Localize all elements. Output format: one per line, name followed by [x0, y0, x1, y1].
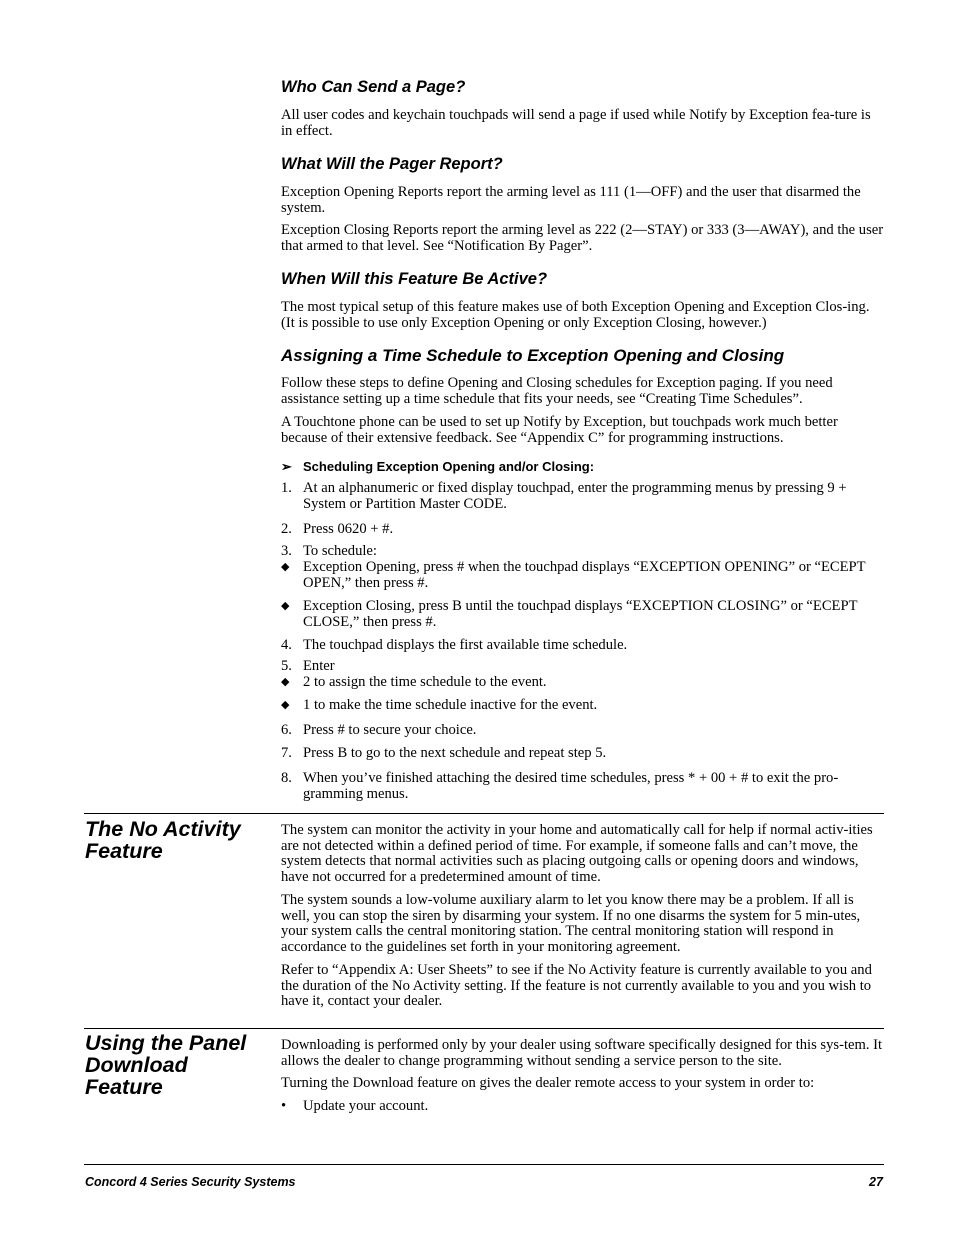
step-text: At an alphanumeric or fixed display touchpad, enter the programming menus by pressing 9 + System or Partition Master CODE.	[303, 480, 847, 512]
paragraph: A Touchtone phone can be used to set up Notify by Exception, but touchpads work much better because of their extensive feedback. See “Appendix C” for programming instructions.	[281, 414, 838, 446]
step-item	[281, 659, 885, 675]
step-text: Enter	[303, 658, 335, 674]
bullet-text: Update your account.	[303, 1098, 429, 1114]
step-item	[281, 481, 885, 512]
step-text: Press B to go to the next schedule and repeat step 5.	[303, 745, 607, 761]
step-number: 7.	[281, 745, 292, 761]
step-number: 2.	[281, 521, 292, 537]
step-text: To schedule:	[303, 543, 377, 559]
paragraph: All user codes and keychain touchpads will send a page if used while Notify by Exception fea-ture is in effect.	[281, 107, 871, 139]
section-heading-feature-active: When Will this Feature Be Active?	[281, 270, 548, 288]
step-number: 1.	[281, 480, 292, 496]
paragraph: Downloading is performed only by your dealer using software specifically designed for this sys-tem. It allows the dealer to change programming without sending a service person to the site.	[281, 1037, 883, 1069]
step-item	[281, 544, 885, 560]
footer-divider	[84, 1164, 884, 1165]
step-item	[281, 746, 885, 762]
step-number: 4.	[281, 637, 292, 653]
procedure-title: Scheduling Exception Opening and/or Closing:	[303, 459, 595, 474]
step-item	[281, 771, 885, 802]
bullet-item	[281, 560, 885, 591]
step-number: 5.	[281, 658, 292, 674]
paragraph: Turning the Download feature on gives the dealer remote access to your system in order to:	[281, 1075, 815, 1091]
paragraph: The most typical setup of this feature makes use of both Exception Opening and Exception Clos-ing. (It is possible to use only Exception Opening or only Exception Closing, however.)	[281, 299, 870, 331]
bullet-dot: •	[281, 1098, 287, 1114]
diamond-bullet-icon: ◆	[281, 676, 290, 688]
bullet-item	[281, 599, 885, 630]
page-number: 27	[869, 1175, 883, 1189]
arrow-icon: ➢	[281, 459, 292, 474]
step-text: When you’ve finished attaching the desired time schedules, press * + 00 + # to exit the pro-gramming menus.	[303, 770, 839, 802]
step-number: 8.	[281, 770, 292, 786]
section-divider	[84, 1028, 884, 1029]
step-number: 6.	[281, 722, 292, 738]
bullet-text: Exception Opening, press # when the touchpad displays “EXCEPTION OPENING” or “ECEPT OPEN,” then press #.	[303, 559, 866, 591]
paragraph: Refer to “Appendix A: User Sheets” to see if the No Activity feature is currently available to you and the duration of the No Activity setting. If the feature is not currently available to you and you wish to have it, contact your dealer.	[281, 962, 872, 1010]
section-heading-who-can-send: Who Can Send a Page?	[281, 78, 466, 96]
step-text: The touchpad displays the first available time schedule.	[303, 637, 628, 653]
diamond-bullet-icon: ◆	[281, 699, 290, 711]
section-heading-no-activity: The No Activity Feature	[85, 817, 241, 863]
procedure-heading	[281, 459, 594, 475]
step-item	[281, 522, 885, 538]
diamond-bullet-icon: ◆	[281, 561, 290, 573]
footer-title: Concord 4 Series Security Systems	[85, 1175, 296, 1189]
step-item	[281, 638, 885, 654]
section-heading-assign-schedule: Assigning a Time Schedule to Exception Opening and Closing	[281, 346, 785, 365]
paragraph: Exception Closing Reports report the arming level as 222 (2—STAY) or 333 (3—AWAY), and the user that armed to that level. See “Notification By Pager”.	[281, 222, 884, 254]
paragraph: Exception Opening Reports report the arming level as 111 (1—OFF) and the user that disarmed the system.	[281, 184, 861, 216]
step-number: 3.	[281, 543, 292, 559]
section-heading-pager-report: What Will the Pager Report?	[281, 155, 503, 173]
section-heading-panel-download: Using the Panel Download Feature	[85, 1031, 247, 1099]
step-text: Press 0620 + #.	[303, 521, 394, 537]
paragraph: The system can monitor the activity in your home and automatically call for help if normal activ-ities are not detected within a defined period of time. For example, if someone falls and can’t move, the system detects that normal activities such as placing outgoing calls or opening doors and windows, have not occurred for a predetermined amount of time.	[281, 822, 873, 885]
paragraph: Follow these steps to define Opening and Closing schedules for Exception paging. If you need assistance setting up a time schedule that fits your needs, see “Creating Time Schedules”.	[281, 375, 833, 407]
bullet-text: Exception Closing, press B until the touchpad displays “EXCEPTION CLOSING” or “ECEPT CLOSE,” then press #.	[303, 598, 858, 630]
bullet-item	[281, 698, 885, 714]
bullet-text: 2 to assign the time schedule to the event.	[303, 674, 547, 690]
section-divider	[84, 813, 884, 814]
bullet-text: 1 to make the time schedule inactive for the event.	[303, 697, 598, 713]
bullet-item	[281, 1099, 885, 1115]
diamond-bullet-icon: ◆	[281, 600, 290, 612]
bullet-item	[281, 675, 885, 691]
step-text: Press # to secure your choice.	[303, 722, 477, 738]
paragraph: The system sounds a low-volume auxiliary alarm to let you know there may be a problem. If all is well, you can stop the siren by disarming your system. If no one disarms the system for 5 min-utes, your system calls the central monitoring station. The central monitoring station will respond in accordance to the guidelines set forth in your monitoring agreement.	[281, 892, 861, 955]
step-item	[281, 723, 885, 739]
